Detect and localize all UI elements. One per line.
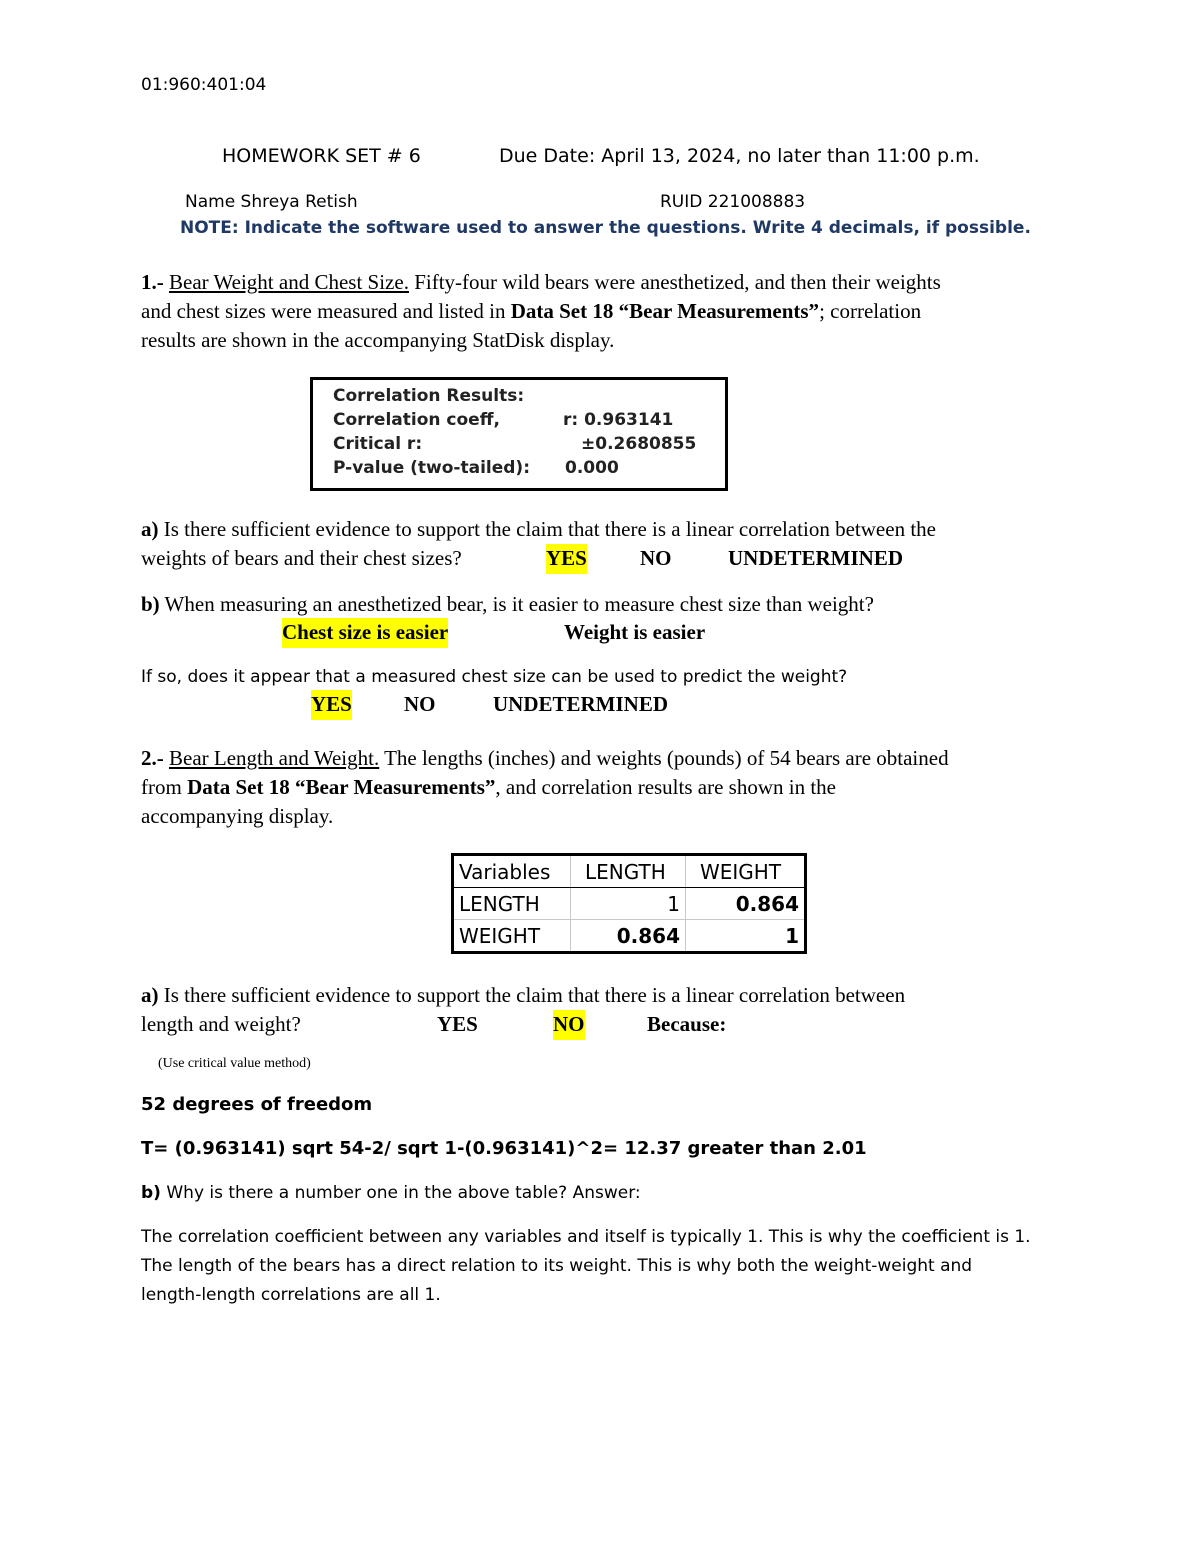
table-cell: 0.864 xyxy=(571,920,686,953)
results-coeff-label: Correlation coeff, xyxy=(333,410,500,430)
answer-line-1: The correlation coefficient between any variables and itself is typically 1. This is why the coefficient is 1. xyxy=(141,1227,1031,1247)
q1b-followup: If so, does it appear that a measured chest size can be used to predict the weight? xyxy=(141,667,848,687)
due-date: Due Date: April 13, 2024, no later than 11:00 p.m. xyxy=(499,145,980,167)
row-label: LENGTH xyxy=(453,888,571,920)
correlation-matrix-table xyxy=(451,853,807,954)
header-weight: WEIGHT xyxy=(686,855,806,888)
table-cell: 1 xyxy=(571,888,686,920)
q2-number: 2.- xyxy=(141,746,164,770)
q2-text-2b: , and correlation results are shown in the xyxy=(495,775,836,799)
homework-title: HOMEWORK SET # 6 xyxy=(222,145,421,167)
q1b-text: When measuring an anesthetized bear, is it easier to measure chest size than weight? xyxy=(159,592,874,616)
q1-number: 1.- xyxy=(141,270,164,294)
results-critical-row xyxy=(333,434,713,454)
q1-data-set: Data Set 18 “Bear Measurements” xyxy=(510,299,820,323)
answer-line-3: length-length correlations are all 1. xyxy=(141,1285,441,1305)
q2a-label: a) xyxy=(141,983,159,1007)
q2a-text-2: length and weight? xyxy=(141,1012,301,1036)
q1a-text-1: Is there sufficient evidence to support the claim that there is a linear correlation between the xyxy=(158,517,936,541)
q1b-option-chest[interactable]: Chest size is easier xyxy=(282,618,448,648)
q2a-line-1 xyxy=(141,981,905,1011)
results-critical-label: Critical r: xyxy=(333,434,423,454)
results-coeff-value: r: 0.963141 xyxy=(563,410,674,430)
degrees-of-freedom: 52 degrees of freedom xyxy=(141,1094,373,1115)
q2a-option-no[interactable]: NO xyxy=(553,1010,585,1040)
table-row xyxy=(453,888,806,920)
q1-line-1 xyxy=(141,268,941,298)
q1a-option-no[interactable]: NO xyxy=(640,546,672,570)
method-note: (Use critical value method) xyxy=(158,1056,311,1071)
q1-topic: Bear Weight and Chest Size. xyxy=(169,270,409,294)
q1-text-2a: and chest sizes were measured and listed in xyxy=(141,299,511,323)
course-code: 01:960:401:04 xyxy=(141,75,267,95)
q2a-text-1: Is there sufficient evidence to support the claim that there is a linear correlation between xyxy=(158,983,906,1007)
results-coeff-row xyxy=(333,410,713,430)
q1a-text-2: weights of bears and their chest sizes? xyxy=(141,546,462,570)
q2-line-3: accompanying display. xyxy=(141,804,334,828)
correlation-results-box xyxy=(310,377,728,491)
q1-text-1: Fifty-four wild bears were anesthetized, and then their weights xyxy=(408,270,941,294)
q1a-option-yes[interactable]: YES xyxy=(546,544,587,574)
row-label: WEIGHT xyxy=(453,920,571,953)
q1-text-2b: ; correlation xyxy=(819,299,922,323)
results-pvalue-value: 0.000 xyxy=(565,458,619,478)
q1a-line-1 xyxy=(141,515,936,545)
q2b-line xyxy=(141,1183,641,1203)
results-pvalue-row xyxy=(333,458,713,478)
table-header-row xyxy=(453,855,806,888)
results-pvalue-label: P-value (two-tailed): xyxy=(333,458,531,478)
results-heading: Correlation Results: xyxy=(333,386,525,406)
table-cell: 0.864 xyxy=(686,888,806,920)
q2a-option-yes[interactable]: YES xyxy=(437,1012,478,1036)
q1-line-3: results are shown in the accompanying StatDisk display. xyxy=(141,328,615,352)
table-cell: 1 xyxy=(686,920,806,953)
q2-text-1: The lengths (inches) and weights (pounds) of 54 bears are obtained xyxy=(379,746,949,770)
q2b-text: Why is there a number one in the above table? Answer: xyxy=(160,1183,641,1203)
table-row xyxy=(453,920,806,953)
q2b-label: b) xyxy=(141,1183,161,1203)
note: NOTE: Indicate the software used to answer the questions. Write 4 decimals, if possible. xyxy=(180,218,1031,238)
q2-data-set: Data Set 18 “Bear Measurements” xyxy=(187,775,496,799)
q1b-followup-option-yes[interactable]: YES xyxy=(311,690,352,720)
student-name: Name Shreya Retish xyxy=(185,192,358,212)
q2-line-2 xyxy=(141,773,836,803)
q1a-option-undetermined[interactable]: UNDETERMINED xyxy=(728,546,904,570)
q2-topic: Bear Length and Weight. xyxy=(169,746,380,770)
answer-line-2: The length of the bears has a direct relation to its weight. This is why both the weight-weight and xyxy=(141,1256,973,1276)
q1a-label: a) xyxy=(141,517,159,541)
header-length: LENGTH xyxy=(571,855,686,888)
q1b-option-weight[interactable]: Weight is easier xyxy=(564,620,706,644)
results-critical-value: ±0.2680855 xyxy=(581,434,697,454)
q1b-label: b) xyxy=(141,592,160,616)
q2a-because: Because: xyxy=(647,1012,727,1036)
student-ruid: RUID 221008883 xyxy=(660,192,806,212)
q1-line-2 xyxy=(141,297,921,327)
q2-text-2a: from xyxy=(141,775,188,799)
q1b-followup-option-no[interactable]: NO xyxy=(404,692,436,716)
t-statistic-calculation: T= (0.963141) sqrt 54-2/ sqrt 1-(0.963141)^2= 12.37 greater than 2.01 xyxy=(141,1138,867,1159)
header-variables: Variables xyxy=(453,855,571,888)
q2-line-1 xyxy=(141,744,949,774)
q1b-followup-option-undetermined[interactable]: UNDETERMINED xyxy=(493,692,669,716)
q1b-line xyxy=(141,590,874,620)
